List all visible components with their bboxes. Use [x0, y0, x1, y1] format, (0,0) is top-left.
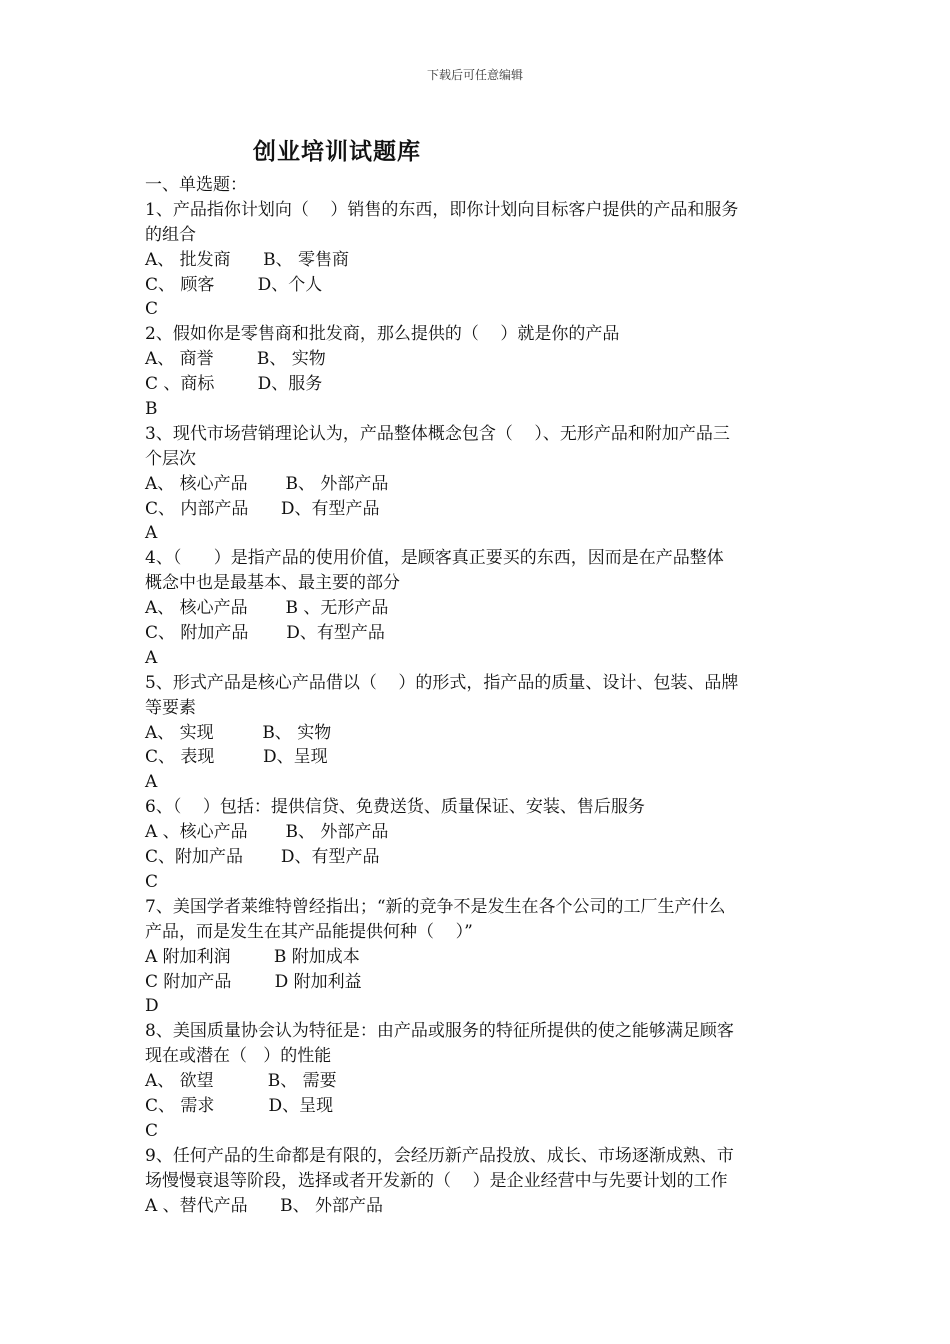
text-line: A、 实现 B、 实物: [145, 722, 332, 743]
text-line: A、 批发商 B、 零售商: [145, 249, 349, 270]
text-line: 3、现代市场营销理论认为，产品整体概念包含（ ）、无形产品和附加产品三: [145, 423, 730, 444]
text-line: A 、核心产品 B、 外部产品: [145, 822, 389, 843]
text-line: A: [145, 772, 158, 793]
text-line: 8、美国质量协会认为特征是：由产品或服务的特征所提供的使之能够满足顾客: [145, 1021, 734, 1042]
text-line: 1、产品指你计划向（ ）销售的东西，即你计划向目标客户提供的产品和服务: [145, 199, 739, 220]
page-header-note: 下载后可任意编辑: [426, 68, 523, 82]
text-line: D: [145, 996, 159, 1017]
text-line: C、附加产品 D、有型产品: [145, 847, 380, 868]
text-line: C: [145, 871, 159, 892]
document-title: 创业培训试题库: [253, 138, 421, 165]
question-list: [145, 198, 810, 1219]
text-line: 4、（ ）是指产品的使用价值，是顾客真正要买的东西，因而是在产品整体: [145, 548, 724, 569]
text-line: C、 需求 D、呈现: [145, 1095, 334, 1116]
text-line: A: [145, 647, 158, 668]
text-line: C、 顾客 D、个人: [145, 274, 323, 295]
text-line: A 附加利润 B 附加成本: [145, 946, 360, 967]
text-line: 现在或潜在（ ）的性能: [145, 1046, 332, 1067]
text-line: C、 附加产品 D、有型产品: [145, 623, 385, 644]
text-line: 5、形式产品是核心产品借以（ ）的形式，指产品的质量、设计、包装、品牌: [145, 672, 739, 693]
text-line: A、 核心产品 B、 外部产品: [145, 473, 389, 494]
text-line: 的组合: [145, 224, 196, 245]
text-line: 产品，而是发生在其产品能提供何种（ ）”: [145, 921, 473, 942]
section-heading: 一、单选题：: [145, 175, 247, 195]
document-body: [145, 173, 810, 1218]
text-line: 个层次: [145, 448, 196, 469]
text-line: C 、商标 D、服务: [145, 374, 323, 395]
text-line: 场慢慢衰退等阶段，选择或者开发新的（ ）是企业经营中与先要计划的工作: [145, 1170, 728, 1191]
text-line: 9、任何产品的生命都是有限的，会经历新产品投放、成长、市场逐渐成熟、市: [145, 1145, 734, 1166]
text-line: 等要素: [145, 697, 196, 718]
text-line: A、 欲望 B、 需要: [145, 1071, 337, 1092]
text-line: B: [145, 399, 158, 420]
text-line: A、 核心产品 B 、无形产品: [145, 598, 389, 619]
text-line: 概念中也是最基本、最主要的部分: [145, 573, 400, 594]
text-line: 2、假如你是零售商和批发商，那么提供的（ ）就是你的产品: [145, 324, 620, 345]
text-line: C: [145, 1120, 159, 1141]
text-line: A 、替代产品 B、 外部产品: [145, 1195, 383, 1216]
text-line: C、 内部产品 D、有型产品: [145, 498, 380, 519]
text-line: C 附加产品 D 附加利益: [145, 971, 362, 992]
text-line: C、 表现 D、呈现: [145, 747, 328, 768]
text-line: 7、美国学者莱维特曾经指出；“新的竞争不是发生在各个公司的工厂生产什么: [145, 896, 726, 917]
text-line: A、 商誉 B、 实物: [145, 349, 326, 370]
text-line: A: [145, 523, 158, 544]
text-line: 6、（ ）包括：提供信贷、免费送货、质量保证、安装、售后服务: [145, 797, 645, 818]
text-line: C: [145, 299, 159, 320]
